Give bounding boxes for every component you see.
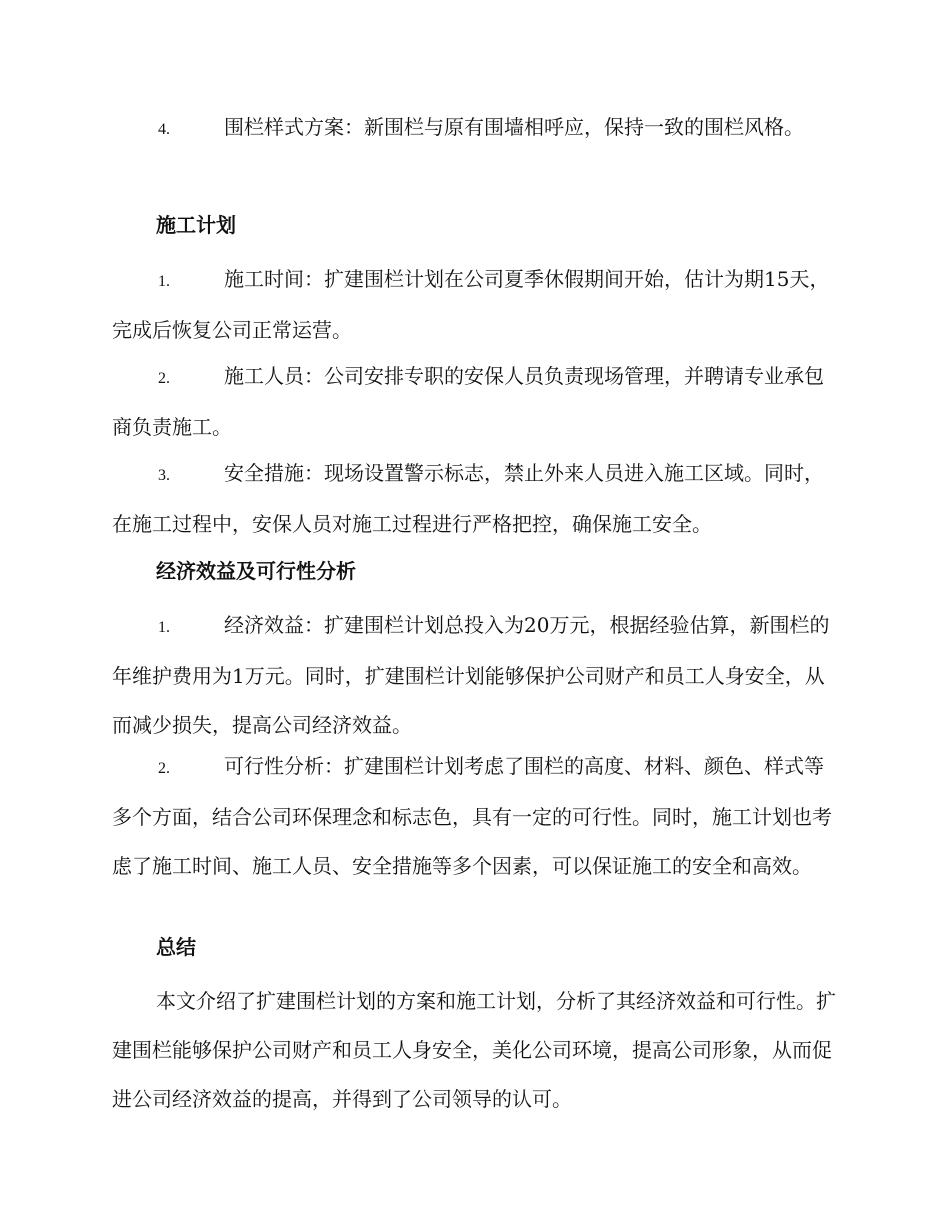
list-item-feasibility-analysis: [112, 742, 838, 891]
list-item-economic-benefit: [112, 601, 838, 750]
list-item-construction-time: [112, 255, 838, 355]
list-number: 2.: [158, 760, 170, 777]
list-number: 1.: [158, 619, 170, 636]
summary-paragraph: 本文介绍了扩建围栏计划的方案和施工计划，分析了其经济效益和可行性。扩建围栏能够保护公司财产和员工人身安全，美化公司环境，提高公司形象，从而促进公司经济效益的提高，并得到了公司领导的认可。: [112, 989, 836, 1111]
section-heading-summary: 总结: [156, 935, 196, 959]
section-heading-economic-analysis: 经济效益及可行性分析: [156, 559, 356, 583]
list-number: 1.: [158, 273, 170, 290]
section-heading-construction-plan: 施工计划: [156, 213, 236, 237]
list-item-construction-staff: [112, 352, 838, 452]
paragraph-text: 围栏样式方案：新围栏与原有围墙相呼应，保持一致的围栏风格。: [224, 115, 804, 139]
paragraph-text: 施工时间：扩建围栏计划在公司夏季休假期间开始，估计为期15天，完成后恢复公司正常运营。: [112, 267, 830, 342]
list-item-safety-measures: [112, 449, 838, 549]
paragraph-text: 可行性分析：扩建围栏计划考虑了围栏的高度、材料、颜色、样式等多个方面，结合公司环保理念和标志色，具有一定的可行性。同时，施工计划也考虑了施工时间、施工人员、安全措施等多个因素，可以保证施工的安全和高效。: [112, 754, 832, 878]
list-item-fence-style: [112, 103, 838, 154]
list-number: 4.: [158, 121, 170, 138]
paragraph-text: 安全措施：现场设置警示标志，禁止外来人员进入施工区域。同时，在施工过程中，安保人员对施工过程进行严格把控，确保施工安全。: [112, 461, 824, 536]
paragraph-text: 经济效益：扩建围栏计划总投入为20万元，根据经验估算，新围栏的年维护费用为1万元。同时，扩建围栏计划能够保护公司财产和员工人身安全，从而减少损失，提高公司经济效益。: [112, 613, 830, 737]
list-number: 2.: [158, 370, 170, 387]
list-number: 3.: [158, 467, 170, 484]
paragraph-text: 施工人员：公司安排专职的安保人员负责现场管理，并聘请专业承包商负责施工。: [112, 364, 824, 439]
